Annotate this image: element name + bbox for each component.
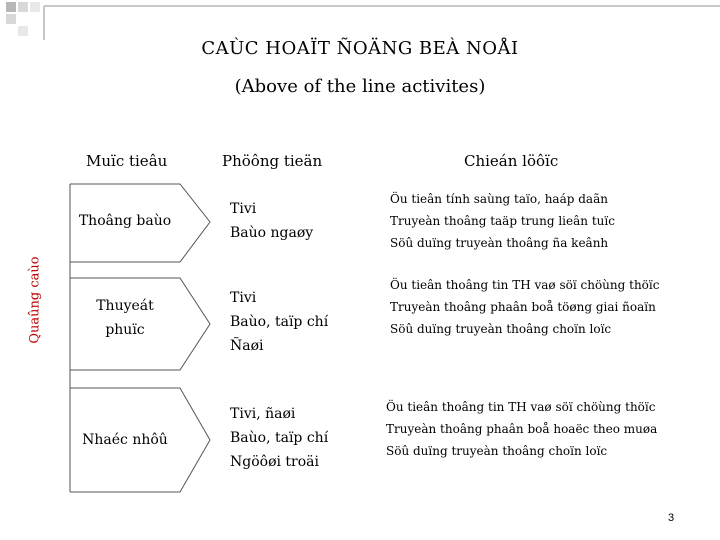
media-row-1 bbox=[230, 197, 313, 245]
media-row-3 bbox=[230, 402, 328, 474]
side-label-advertising: Quaûng caùo bbox=[27, 256, 43, 344]
objective-text: Thoâng baùo bbox=[78, 213, 172, 229]
header-strategy: Chieán löôïc bbox=[464, 152, 559, 170]
strategy-row-2 bbox=[390, 274, 659, 340]
strategy-item: Söû duïng truyeàn thoâng choïn loïc bbox=[390, 322, 612, 336]
header-media: Phöông tieän bbox=[222, 152, 323, 170]
media-item: Ñaøi bbox=[230, 338, 264, 354]
strategy-item: Truyeàn thoâng phaân boå hoaëc theo muøa bbox=[386, 422, 658, 436]
objective-text: Thuyeát bbox=[96, 298, 154, 314]
media-item: Tivi bbox=[230, 290, 257, 306]
strategy-item: Öu tieân thoâng tin TH vaø söï chöùng thöïc bbox=[390, 278, 660, 292]
strategy-item: Öu tieân thoâng tin TH vaø söï chöùng thöïc bbox=[386, 400, 656, 414]
strategy-row-1 bbox=[390, 188, 615, 254]
page-number: 3 bbox=[668, 512, 675, 524]
media-item: Baùo ngaøy bbox=[230, 225, 314, 241]
objective-row-2 bbox=[70, 294, 180, 342]
objective-row-3 bbox=[70, 428, 180, 452]
header-objective: Muïc tieâu bbox=[86, 152, 168, 170]
media-item: Tivi bbox=[230, 201, 257, 217]
media-item: Baùo, taïp chí bbox=[230, 314, 329, 330]
objective-text: phuïc bbox=[105, 322, 145, 338]
strategy-item: Truyeàn thoâng phaân boå töøng giai ñoaïn bbox=[390, 300, 656, 314]
strategy-row-3 bbox=[386, 396, 657, 462]
objective-text: Nhaéc nhôû bbox=[82, 432, 168, 448]
slide-subtitle: (Above of the line activites) bbox=[234, 76, 486, 97]
media-row-2 bbox=[230, 286, 328, 358]
objective-row-1 bbox=[70, 209, 180, 233]
strategy-item: Truyeàn thoâng taäp trung lieân tuïc bbox=[390, 214, 615, 228]
media-item: Baùo, taïp chí bbox=[230, 430, 329, 446]
slide-title: CAÙC HOAÏT ÑOÄNG BEÀ NOÅI bbox=[201, 38, 519, 59]
media-item: Ngöôøi troäi bbox=[230, 454, 319, 470]
strategy-item: Söû duïng truyeàn thoâng choïn loïc bbox=[386, 444, 608, 458]
media-item: Tivi, ñaøi bbox=[230, 406, 296, 422]
strategy-item: Söû duïng truyeàn thoâng ña keânh bbox=[390, 236, 609, 250]
strategy-item: Öu tieân tính saùng taïo, haáp daãn bbox=[390, 192, 608, 206]
